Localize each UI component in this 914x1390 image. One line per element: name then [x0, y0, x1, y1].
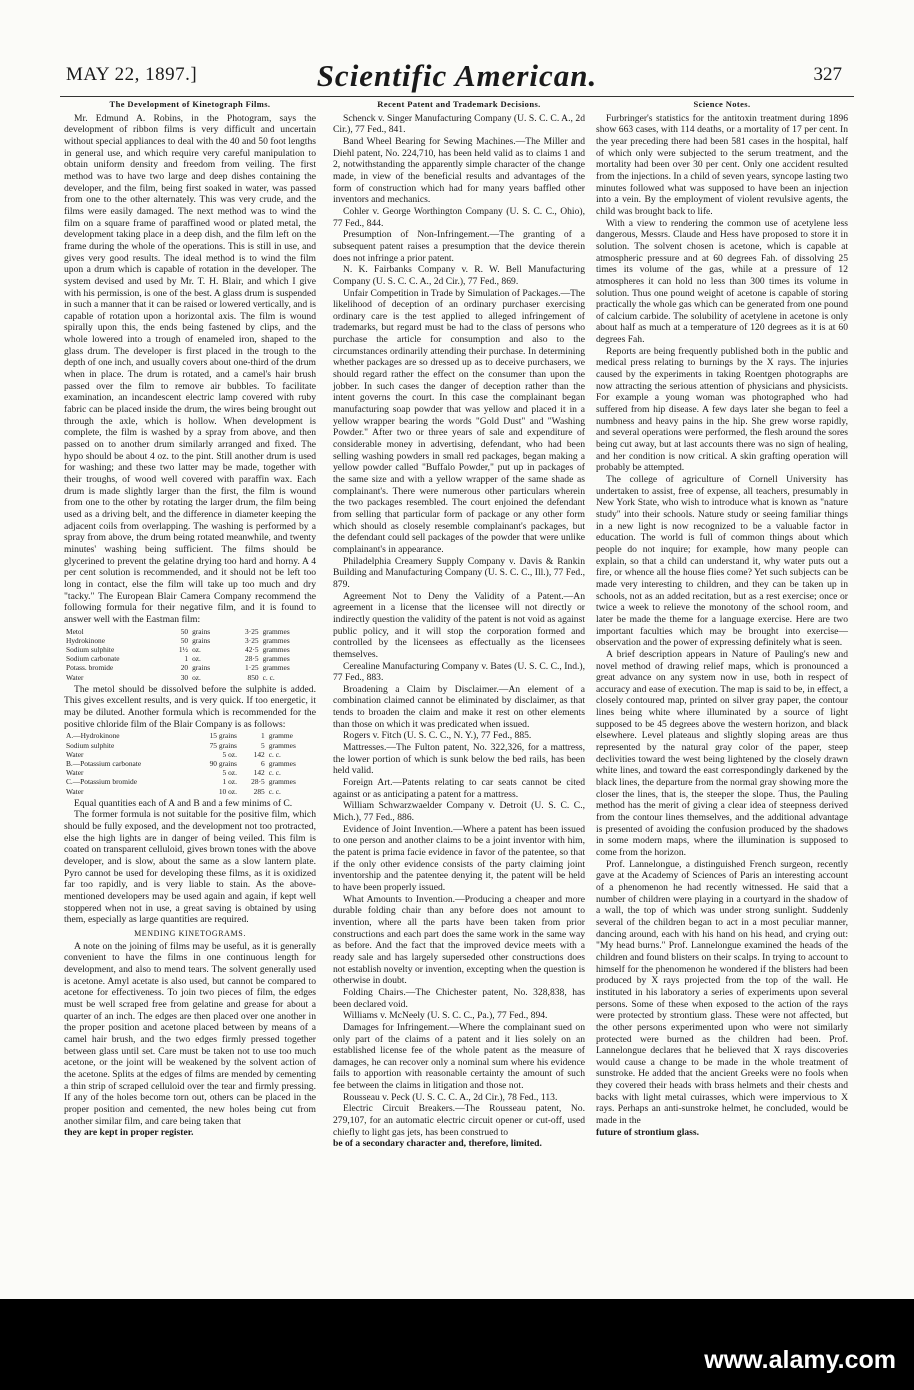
formula-cell: 5 oz. [222, 749, 237, 759]
case-paragraph: Philadelphia Creamery Supply Company v. Davis & Rankin Building and Manufacturing Company (U. S. C. C., Ill.), 77 Fed., 879. [333, 555, 585, 590]
formula-cell: 5 [261, 740, 265, 750]
case-paragraph: Cohler v. George Worthington Company (U. S. C. C., Ohio), 77 Fed., 844. [333, 205, 585, 229]
formula-cell: B.—Potassium carbonate [66, 758, 142, 768]
article-heading: The Development of Kinetograph Films. [109, 99, 271, 109]
formula-cell: Sodium sulphite [66, 740, 115, 750]
formula-row [64, 645, 316, 654]
formula-cell: grammes [262, 635, 290, 645]
article-paragraph-end: future of strontium glass. [596, 1126, 700, 1138]
formula-cell: grains [192, 635, 211, 645]
formula-row [64, 663, 316, 672]
watermark-text: www.alamy.com [704, 1346, 896, 1374]
article-paragraph-end: be of a secondary character and, therefore, limited. [333, 1138, 542, 1150]
formula-cell: A.—Hydrokinone [66, 731, 120, 741]
case-paragraph: Williams v. McNeely (U. S. C. C., Pa.), 77 Fed., 894. [343, 1010, 548, 1022]
formula-row [64, 627, 316, 636]
article-paragraph: A note on the joining of films may be useful, as it is generally convenient to have the films in one continuous length for development, and also to mend tears. The solvent generally used is acetone. Amyl acetate is also used, but cannot be compared to acetone for effectiveness. To join two pieces of film, the edges must be well scraped free from gelatine and grease for about a quarter of an inch. The edges are then placed over one another in the proper position and acetone placed between by means of a camel hair brush, and the two edges firmly pressed together between glass until set. Care must be taken not to use too much acetone, or the joint will be weakened by the solvent action of the acetone. Splits at the edges of films are mended by cementing a thin strip of scraped celluloid over the tear and firmly pressing. If any of the holes become torn out, others can be placed in the proper position and cemented, the new holes being cut from another similar film, and care being taken that [64, 940, 316, 1127]
formula-cell: grains [192, 626, 211, 636]
formula-row [64, 787, 316, 796]
formula-row [64, 768, 316, 777]
formula-cell: grammes [268, 777, 296, 787]
formula-cell: Water [66, 672, 84, 682]
formula-cell: 28·5 [251, 777, 265, 787]
formula-cell: grammes [268, 740, 296, 750]
case-paragraph: Electric Circuit Breakers.—The Rousseau patent, No. 279,107, for an automatic electric circuit opener or cut-off, used chiefly to light gas jets, has been construed to [333, 1103, 585, 1138]
formula-cell: 5 oz. [222, 768, 237, 778]
formula-cell: oz. [192, 672, 201, 682]
case-paragraph: Agreement Not to Deny the Validity of a Patent.—An agreement in a license that the licensee will not directly or indirectly question the validity of the patent is not void as against public policy, and it will stop the corporation formed and controlled by the licensees as effectually as the licensees themselves. [333, 590, 585, 660]
formula-cell: grammes [262, 654, 290, 664]
formula-cell: grammes [262, 644, 290, 654]
formula-cell: Water [66, 749, 84, 759]
formula-cell: 3·25 [245, 626, 259, 636]
formula-row [64, 654, 316, 663]
formula-cell: 30 [180, 672, 189, 682]
column-science-notes [596, 99, 848, 1138]
formula-cell: Water [66, 786, 84, 796]
formula-row [64, 750, 316, 759]
case-paragraph: William Schwarzwaelder Company v. Detroit (U. S. C. C., Mich.), 77 Fed., 886. [333, 800, 585, 824]
article-paragraph: The metol should be dissolved before the sulphite is added. This gives excellent results, and is very quick. If too energetic, it may be diluted. Another formula which is recommended for the positive chloride film of the Blair Company is as follows: [64, 683, 316, 730]
column-patent-decisions [333, 99, 585, 1150]
formula-row [64, 777, 316, 786]
formula-row [64, 673, 316, 682]
formula-cell: 20 [180, 663, 189, 673]
case-paragraph: Presumption of Non-Infringement.—The granting of a subsequent patent raises a presumption that the device therein does not infringe a prior patent. [333, 229, 585, 264]
formula-cell: 28·5 [245, 654, 259, 664]
formula-cell: C.—Potassium bromide [66, 777, 138, 787]
column-kinetograph [64, 99, 316, 1139]
article-paragraph-end: they are kept in proper register. [64, 1127, 194, 1139]
note-paragraph: Furbringer's statistics for the antitoxin treatment during 1896 show 663 cases, with 114 deaths, or a mortality of 17 per cent. In the year preceding there had been 581 cases in the hospital, half of which only were subjected to the serum treatment, and the mortality had been over 30 per cent. Only one accident resulted from the injections. In a child of seven years, syncope lasting two minutes followed what was supposed to have been an injection into a vein. By the employment of violent revulsive agents, the child was brought back to life. [596, 112, 848, 217]
positive-formula-table [64, 731, 316, 795]
article-paragraph: Equal quantities each of A and B and a few minims of C. [74, 797, 293, 809]
note-paragraph: A brief description appears in Nature of Pauling's new and novel method of drawing relief maps, which is pronounced a great advance on any system now in use, both in respect of accuracy and ease of execution. The map is said to be, in effect, a closely contoured map, printed on silver gray paper, the contour lines being white where illuminated by a source of light supposed to be 45 degrees above the western horizon, and black elsewhere. Level plateaus and slightly sloping areas are thus represented by the natural gray color of the paper, steep declivities toward the west being lightened by the closely drawn white lines, and toward the east correspondingly darkened by the black lines, the departure from the normal gray showing more the closer the lines, that is, the steeper the slope. Thus, the Pauling method has the merit of giving a clear idea of steepness derived from the contour lines themselves, and the additional advantage is presented of avoiding the confusion produced by the shadows in some modern maps, where the illumination is supposed to come from the horizon. [596, 648, 848, 858]
formula-cell: 1 oz. [222, 777, 237, 787]
formula-cell: 1 [184, 654, 189, 664]
formula-cell: 285 [253, 786, 265, 796]
article-paragraph: Mr. Edmund A. Robins, in the Photogram, says the development of ribbon films is very difficult and uncertain without special appliances to deal with the 40 and 50 foot lengths in general use, and which require very careful manipulation to obtain uniform density and freedom from veiling. The first method was to have two large and deep dishes containing the developer, and the film, being first soaked in water, was passed from one to the other alternately. This was very crude, and the films were easily damaged. The next method was to wind the film on a square frame of paraffined wood or plated metal, the development taking place in a deep dish, and the film left on the frame during the whole of the operations. This is still in use, and gives very good results. The ideal method is to wind the film upon a drum which is capable of rotation in the developer. The system devised and used by Mr. T. H. Blair, and which I give with his permission, is one of the best. A glass drum is suspended in such a manner that it can be raised or lowered vertically, and is capable of rotation upon a horizontal axis. The film is wound spirally upon this, the ends being fastened by clips, and the whole lowered into a trough of enameled iron, shaped to the glass drum. The developer is first placed in the trough to the depth of one inch, and usually covers about one-third of the drum when in place. The drum is rotated, and a camel's hair brush passed over the film to remove air bubbles. To facilitate examination, an incandescent electric lamp covered with ruby fabric can be placed inside the drum, the wires being brought out through the axle, which is hollow. When development is complete, the film is washed by a spray from above, and then passed on to another drum similarly arranged and fixed. The hypo should be about 4 oz. to the pint. Still another drum is used for washing; and these two latter may be made, together with their troughs, of wood well covered with paraffin wax. Each drum is made slightly larger than the first, the film is wound from one to the other by rotating the larger drum, the film being used as a driving belt, and the difference in diameter keeping the adjacent coils from overlapping. The washing is performed by a spray from above, the drum being rotated meanwhile, and twenty minutes' washing being sufficient. The films should be glycerined to prevent the gelatine drying too hard and horny. A 4 per cent solution is recommended, and it should not be left too long in contact, else the film will take up too much and dry "tacky." The European Blair Camera Company recommend the following formula for their negative film, and it is found to answer well with the Eastman film: [64, 112, 316, 625]
formula-cell: grammes [262, 663, 290, 673]
formula-cell: 42·5 [245, 644, 259, 654]
note-paragraph: The college of agriculture of Cornell University has undertaken to assist, free of expense, all teachers, presumably in New York State, who wish to introduce what is known as "nature study" into their schools. Nature study or seeing familiar things in a new light is now recognized to be a valuable factor in education. The world is full of common things about which people do not inquire; for example, how many people can explain, so that a child can understand it, why water puts out a fire, or whence all the house flies come? Yet such subjects can be made very interesting to children, and they can be taken up in schools, not as an added recitation, but as a rest exercise; once or twice a week to relieve the monotony of the school room, and later be made the theme for a language exercise. Here are two important faculties which may be brought into exercise—observation and the power of expressing definitely what is seen. [596, 474, 848, 649]
formula-cell: Sodium sulphite [66, 644, 115, 654]
formula-cell: 142 [253, 768, 265, 778]
formula-cell: 90 grains [209, 758, 237, 768]
case-paragraph: What Amounts to Invention.—Producing a cheaper and more durable folding chair than any before does not amount to invention, where all the parts have been taken from prior constructions and each part does the same work in the same way as before. And the fact that the improved device meets with a ready sale and has largely superseded other constructions does not establish novelty or invention, excepting when the question is otherwise in doubt. [333, 893, 585, 987]
page-number: 327 [813, 64, 842, 85]
formula-cell: Potass. bromide [66, 663, 114, 673]
case-paragraph: Cerealine Manufacturing Company v. Bates (U. S. C. C., Ind.), 77 Fed., 883. [333, 660, 585, 684]
formula-row [64, 636, 316, 645]
note-paragraph: With a view to rendering the common use of acetylene less dangerous, Messrs. Claude and Hess have proposed to store it in solution. The solvent chosen is acetone, which is capable at atmospheric pressure and at 60 degrees Fah. of dissolving 25 times its volume of the gas, while at a pressure of 12 atmospheres it can hold no less than 300 times its volume in solution. Thus one pound weight of acetone is capable of storing practically the whole gas which can be generated from one pound of calcium carbide. The solubility of acetylene in acetone is only about half as much at a temperature of 120 degrees as it is at 60 degrees Fah. [596, 217, 849, 346]
formula-cell: 15 grains [209, 731, 237, 741]
developer-formula-table [64, 627, 316, 682]
formula-cell: Metol [66, 626, 84, 636]
formula-cell: c. c. [268, 749, 281, 759]
case-paragraph: Damages for Infringement.—Where the complainant sued on only part of the claims of a patent and it lies solely on an established license fee of the whole patent as the measure of damages, he can recover only a nominal sum where his evidence fails to apportion with reasonable certainty the amount of such fee between the claims in litigation and those not. [333, 1021, 585, 1092]
masthead-title: Scientific American. [316, 58, 598, 93]
formula-cell: 1½ [178, 644, 189, 654]
formula-cell: oz. [192, 644, 201, 654]
case-paragraph: N. K. Fairbanks Company v. R. W. Bell Manufacturing Company (U. S. C. C. A., 2d Cir.), 77 Fed., 869. [333, 264, 585, 287]
formula-cell: gramme [268, 731, 293, 741]
formula-cell: 50 [180, 635, 189, 645]
case-paragraph: Unfair Competition in Trade by Simulation of Packages.—The likelihood of deception of an ordinary purchaser exercising ordinary care is the test applied to alleged infringement of trademarks, but regard must be had to the class of persons who purchase the article for consumption and also to the circumstances ordinarily attending their purchase. In determining whether packages are so dressed up as to deceive purchasers, we should regard rather the effect on the consumer than upon the jobber. In such cases the danger of deception rather than the intent governs the court. In this case the complainant began manufacturing soap powder that was yellow and placed it in a yellow wrapper bearing the words "Gold Dust" and "Washing Powder." After two or three years of sale and expenditure of considerable money in advertising, defendant, who had been selling washing powders in small red packages, began making a yellow powder called "Buffalo Powder," put up in packages of the same size and with a yellow wrapper of the same shade as complainant's. There were numerous other particulars wherein the two packages resembled. The court enjoined the defendant from selling that particular form of package or any other form which should as closely resemble complainant's packages, but the defendant could sell packages of the powder that were unlike complainant's in appearance. [333, 287, 585, 555]
formula-cell: 75 grains [209, 740, 237, 750]
formula-cell: 1·25 [245, 663, 259, 673]
case-paragraph: Rousseau v. Peck (U. S. C. C. A., 2d Cir.), 78 Fed., 113. [343, 1091, 558, 1103]
watermark-banner [0, 1299, 914, 1390]
case-paragraph: Mattresses.—The Fulton patent, No. 322,326, for a mattress, the lower portion of which is sunk below the bed rails, has been held valid. [333, 742, 585, 777]
formula-row [64, 759, 316, 768]
note-paragraph: Reports are being frequently published both in the public and medical press relating to burnings by the X rays. The injuries caused by the experiments in taking Roentgen photographs are now attracting the serious attention of physicians and physicists. For example a young woman was photographed who had suffered from hip disease. A few days later she began to feel a numbness and heavy pains in the hip. She grew worse rapidly, and several operations were performed, the flesh around the sores being cut away, but at last accounts there was no sign of healing, and her condition is now critical. A skin grafting operation will probably be attempted. [596, 345, 849, 474]
formula-cell: grains [192, 663, 211, 673]
formula-cell: c. c. [268, 768, 281, 778]
case-paragraph: Schenck v. Singer Manufacturing Company (U. S. C. C. A., 2d Cir.), 77 Fed., 841. [333, 112, 585, 136]
formula-cell: 6 [261, 758, 265, 768]
formula-cell: 142 [253, 749, 265, 759]
section-subheading: MENDING KINETOGRAMS. [134, 929, 246, 939]
formula-cell: c. c. [262, 672, 275, 682]
issue-date: MAY 22, 1897.] [66, 64, 198, 85]
article-heading: Science Notes. [693, 99, 751, 109]
formula-cell: c. c. [268, 786, 281, 796]
formula-cell: Hydrokinone [66, 635, 105, 645]
case-paragraph: Evidence of Joint Invention.—Where a patent has been issued to one person and another claims to be a joint inventor with him, the patent is prima facie evidence in favor of the patentee, so that if the only other evidence consists of the party claiming joint inventorship and the patentee denying it, the patent will be held to have been properly issued. [333, 823, 585, 893]
article-paragraph: The former formula is not suitable for the positive film, which should be fully exposed, and the development not too protracted, else the high lights are in danger of being veiled. This film is coated on transparent celluloid, gives brown tones with the above developer, and is slow, about the same as a slow lantern plate. Pyro cannot be used for developing these films, as it is oxidized far too rapidly, and is very liable to stain. As the above-mentioned developers may be used again and again, if kept well stoppered when not in use, a great saving is obtained by using them, especially as large quantities are required. [64, 809, 316, 926]
formula-cell: Water [66, 768, 84, 778]
case-paragraph: Band Wheel Bearing for Sewing Machines.—The Miller and Diehl patent, No. 224,710, has been held valid as to claims 1 and 2, notwithstanding the apparently simple character of the change made, in view of the beneficial results and advantages of the form of construction which had for many years baffled other inventors and mechanics. [333, 135, 585, 206]
formula-cell: oz. [192, 654, 201, 664]
formula-cell: grammes [262, 626, 290, 636]
formula-row [64, 731, 316, 740]
formula-cell: grammes [268, 758, 296, 768]
formula-cell: 3·25 [245, 635, 259, 645]
article-heading: Recent Patent and Trademark Decisions. [377, 99, 541, 109]
formula-cell: Sodium carbonate [66, 654, 120, 664]
formula-cell: 850 [247, 672, 259, 682]
header-rule [60, 96, 854, 97]
formula-row [64, 741, 316, 750]
formula-cell: 50 [180, 626, 189, 636]
case-paragraph: Folding Chairs.—The Chichester patent, No. 328,838, has been declared void. [333, 986, 585, 1010]
note-paragraph: Prof. Lannelongue, a distinguished French surgeon, recently gave at the Academy of Sciences of Paris an interesting account of a phenomenon he had recently witnessed. He said that a number of children were playing in a courtyard in the shadow of a wall, the top of which was under strong sunlight. Suddenly several of the children began to act in a most peculiar manner, dancing around, each with his hand on his head, and crying out: "My head burns." Prof. Lannelongue examined the heads of the children and found blisters on their scalps. In trying to account to himself for the phenomenon he wondered if the blisters had been produced by X rays projected from the top of the wall. He instituted in his laboratory a series of experiments upon several persons. Some of these when exposed to the action of the rays were protected by strontium glass. These were not affected, but the other persons experimented upon who were not similarly protected were burned as the children had been. Prof. Lannelongue declares that he believed that X rays discoveries would cause a change to be made in the whole treatment of sunstroke. He added that the ancient Greeks were no fools when they covered their heads with brass helmets and their chests and backs with light metal cuirasses, which were impervious to X rays. Perhaps an anti-sunstroke helmet, he concluded, would be made in the [596, 858, 848, 1127]
case-paragraph: Broadening a Claim by Disclaimer.—An element of a combination claimed cannot be eliminated by disclaimer, as that tends to broaden the claim and make it rest on other elements than those on which it was predicated when issued. [333, 683, 585, 730]
case-paragraph: Foreign Art.—Patents relating to car seats cannot be cited against or as anticipating a patent for a mattress. [333, 777, 585, 800]
case-paragraph: Rogers v. Fitch (U. S. C. C., N. Y.), 77 Fed., 885. [343, 730, 532, 742]
formula-cell: 1 [261, 731, 265, 741]
formula-cell: 10 oz. [218, 786, 237, 796]
